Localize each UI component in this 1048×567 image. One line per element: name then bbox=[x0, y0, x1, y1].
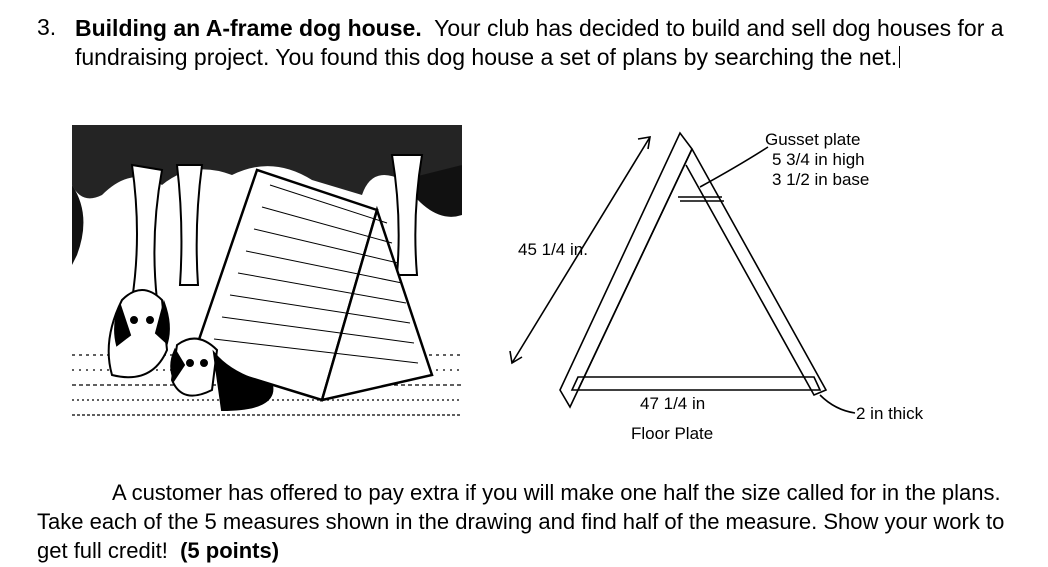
side-length-label: 45 1/4 in. bbox=[518, 240, 588, 259]
gusset-title-label: Gusset plate bbox=[765, 130, 861, 149]
gusset-base-label: 3 1/2 in base bbox=[772, 170, 870, 189]
left-rafter bbox=[560, 133, 692, 407]
thickness-callout-line bbox=[820, 395, 855, 413]
thickness-label: 2 in thick bbox=[856, 404, 924, 423]
gusset-height-label: 5 3/4 in high bbox=[772, 150, 865, 169]
floor-plate-label: Floor Plate bbox=[631, 424, 714, 443]
question-title: Building an A-frame dog house. bbox=[75, 15, 422, 41]
gusset-callout-line bbox=[700, 147, 768, 187]
dog-house-illustration bbox=[72, 125, 462, 425]
question-intro bbox=[75, 14, 1015, 72]
floor-length-label: 47 1/4 in bbox=[640, 394, 706, 413]
points-label: (5 points) bbox=[180, 538, 280, 563]
floor-plate bbox=[572, 377, 820, 390]
question-intro-text: Your club has decided to build and sell dog houses for a fundraising project. You found this dog house a set of plans by searching the net. bbox=[75, 15, 1004, 70]
instructions-paragraph bbox=[37, 478, 1027, 565]
question-number: 3. bbox=[37, 14, 57, 40]
text-cursor bbox=[899, 46, 900, 68]
instructions-text: A customer has offered to pay extra if you will make one half the size called for in the plans. Take each of the 5 measures shown in the drawing and find half of the measure. Show your work to get full credit! bbox=[37, 480, 1005, 563]
left-inner-leg bbox=[578, 149, 692, 390]
